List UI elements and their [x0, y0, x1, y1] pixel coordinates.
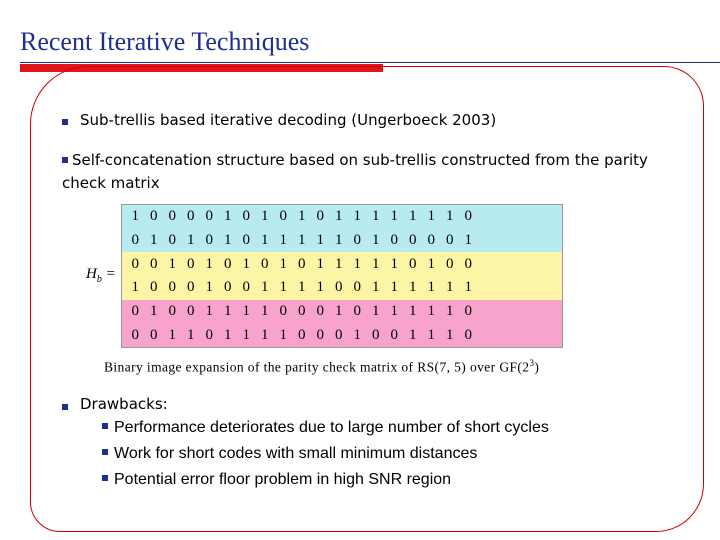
matrix-cell: 1 — [224, 303, 232, 320]
matrix-row — [122, 300, 562, 324]
matrix-cell: 0 — [205, 326, 213, 343]
matrix-cell: 1 — [335, 208, 343, 225]
matrix-cell: 0 — [187, 279, 195, 296]
matrix-cell: 0 — [464, 303, 472, 320]
matrix-cell: 0 — [224, 255, 232, 272]
matrix-cell: 1 — [150, 303, 158, 320]
matrix-cell: 1 — [427, 255, 435, 272]
matrix-cell: 1 — [353, 326, 361, 343]
matrix-equals: = — [105, 266, 116, 282]
matrix-cell: 1 — [224, 208, 232, 225]
matrix-cell: 0 — [298, 326, 306, 343]
matrix-cell: 1 — [409, 303, 417, 320]
matrix-cell: 1 — [464, 279, 472, 296]
matrix-cell: 0 — [168, 232, 176, 249]
matrix-cell: 0 — [298, 255, 306, 272]
matrix-cell: 1 — [390, 255, 398, 272]
matrix-cell: 1 — [446, 303, 454, 320]
matrix-cell: 1 — [242, 326, 250, 343]
matrix-cell: 1 — [390, 208, 398, 225]
matrix-caption — [104, 358, 539, 376]
matrix-cell: 1 — [390, 279, 398, 296]
matrix-cell: 0 — [335, 279, 343, 296]
matrix-cell: 1 — [316, 232, 324, 249]
matrix-cell: 1 — [168, 326, 176, 343]
matrix-cell: 1 — [298, 279, 306, 296]
matrix-cell: 0 — [150, 326, 158, 343]
matrix-cell: 0 — [353, 303, 361, 320]
matrix-cell: 1 — [242, 303, 250, 320]
matrix-cell: 1 — [446, 279, 454, 296]
matrix-cell: 1 — [261, 326, 269, 343]
matrix-cell: 0 — [224, 279, 232, 296]
matrix-cell: 1 — [131, 208, 139, 225]
matrix-cell: 0 — [353, 279, 361, 296]
title-rule-line — [20, 62, 720, 63]
matrix-cell: 1 — [427, 208, 435, 225]
matrix-cell: 0 — [316, 326, 324, 343]
parity-check-matrix — [121, 204, 563, 348]
matrix-cell: 0 — [150, 255, 158, 272]
matrix-cell: 0 — [168, 279, 176, 296]
matrix-cell: 0 — [261, 255, 269, 272]
matrix-cell: 1 — [446, 326, 454, 343]
matrix-cell: 0 — [168, 303, 176, 320]
list-item-text: Potential error floor problem in high SNR region — [114, 471, 452, 488]
matrix-cell: 0 — [446, 255, 454, 272]
matrix-cell: 1 — [242, 255, 250, 272]
matrix-cell: 0 — [298, 303, 306, 320]
matrix-cell: 1 — [279, 326, 287, 343]
matrix-cell: 1 — [205, 279, 213, 296]
matrix-cell: 1 — [372, 255, 380, 272]
matrix-cell: 0 — [427, 232, 435, 249]
matrix-cell: 1 — [353, 208, 361, 225]
matrix-cell: 1 — [224, 232, 232, 249]
matrix-cell: 1 — [409, 279, 417, 296]
square-bullet-icon — [102, 449, 108, 455]
matrix-cell: 0 — [316, 303, 324, 320]
bullet-self-concatenation — [62, 149, 662, 195]
matrix-cell: 1 — [409, 326, 417, 343]
matrix-cell: 0 — [131, 255, 139, 272]
matrix-cell: 1 — [279, 279, 287, 296]
matrix-row — [122, 252, 562, 276]
matrix-cell: 1 — [131, 279, 139, 296]
matrix-cell: 0 — [187, 208, 195, 225]
matrix-row — [122, 205, 562, 229]
list-item — [102, 418, 549, 444]
matrix-cell: 1 — [427, 326, 435, 343]
matrix-cell: 0 — [372, 326, 380, 343]
square-bullet-icon — [62, 157, 68, 163]
matrix-cell: 1 — [372, 279, 380, 296]
matrix-cell: 1 — [187, 232, 195, 249]
bullet-text: Drawbacks: — [80, 395, 168, 413]
matrix-cell: 1 — [372, 208, 380, 225]
matrix-subscript: b — [96, 274, 102, 285]
matrix-cell: 1 — [409, 208, 417, 225]
caption-text: Binary image expansion of the parity check matrix of RS(7, 5) over GF(2 — [104, 359, 530, 375]
matrix-symbol: H — [86, 266, 97, 282]
matrix-cell: 1 — [168, 255, 176, 272]
matrix-cell: 0 — [335, 326, 343, 343]
matrix-cell: 0 — [205, 232, 213, 249]
matrix-cell: 1 — [353, 255, 361, 272]
matrix-cell: 0 — [242, 208, 250, 225]
matrix-cell: 0 — [409, 232, 417, 249]
matrix-cell: 0 — [390, 326, 398, 343]
drawbacks-list — [102, 418, 549, 496]
list-item — [102, 470, 549, 496]
matrix-cell: 1 — [261, 232, 269, 249]
matrix-cell: 1 — [464, 232, 472, 249]
matrix-cell: 0 — [446, 232, 454, 249]
matrix-cell: 0 — [464, 255, 472, 272]
matrix-cell: 1 — [261, 279, 269, 296]
matrix-cell: 0 — [279, 303, 287, 320]
matrix-cell: 1 — [205, 303, 213, 320]
matrix-cell: 1 — [372, 232, 380, 249]
matrix-cell: 1 — [372, 303, 380, 320]
square-bullet-icon — [102, 423, 108, 429]
matrix-cell: 0 — [279, 208, 287, 225]
square-bullet-icon — [102, 475, 108, 481]
matrix-cell: 0 — [242, 279, 250, 296]
matrix-row — [122, 229, 562, 253]
matrix-cell: 0 — [150, 279, 158, 296]
matrix-cell: 1 — [224, 326, 232, 343]
matrix-cell: 1 — [316, 279, 324, 296]
square-bullet-icon — [62, 404, 68, 410]
matrix-cell: 1 — [279, 232, 287, 249]
matrix-cell: 1 — [316, 255, 324, 272]
matrix-cell: 1 — [205, 255, 213, 272]
matrix-cell: 1 — [335, 232, 343, 249]
matrix-row — [122, 323, 562, 347]
matrix-cell: 0 — [390, 232, 398, 249]
list-item-text: Work for short codes with small minimum distances — [114, 445, 478, 462]
matrix-cell: 0 — [131, 303, 139, 320]
matrix-cell: 0 — [316, 208, 324, 225]
matrix-cell: 0 — [464, 326, 472, 343]
matrix-cell: 0 — [464, 208, 472, 225]
matrix-label — [86, 266, 116, 285]
matrix-cell: 1 — [298, 232, 306, 249]
matrix-cell: 0 — [242, 232, 250, 249]
matrix-cell: 1 — [427, 303, 435, 320]
matrix-cell: 0 — [409, 255, 417, 272]
matrix-cell: 0 — [187, 303, 195, 320]
square-bullet-icon — [62, 119, 68, 125]
matrix-cell: 0 — [205, 208, 213, 225]
matrix-cell: 1 — [279, 255, 287, 272]
matrix-cell: 1 — [335, 255, 343, 272]
list-item-text: Performance deteriorates due to large number of short cycles — [114, 419, 549, 436]
matrix-cell: 1 — [298, 208, 306, 225]
matrix-cell: 1 — [261, 208, 269, 225]
matrix-cell: 1 — [150, 232, 158, 249]
matrix-row — [122, 276, 562, 300]
list-item — [102, 444, 549, 470]
bullet-text: Self-concatenation structure based on sub-trellis constructed from the parity check matrix — [62, 151, 648, 192]
matrix-cell: 1 — [261, 303, 269, 320]
matrix-cell: 0 — [131, 232, 139, 249]
matrix-cell: 1 — [187, 326, 195, 343]
matrix-cell: 0 — [187, 255, 195, 272]
matrix-cell: 0 — [150, 208, 158, 225]
slide-title: Recent Iterative Techniques — [20, 27, 310, 56]
matrix-cell: 1 — [390, 303, 398, 320]
matrix-cell: 0 — [131, 326, 139, 343]
bullet-text: Sub-trellis based iterative decoding (Ungerboeck 2003) — [80, 111, 497, 129]
caption-superscript: 3 — [529, 358, 535, 368]
matrix-cell: 1 — [446, 208, 454, 225]
matrix-cell: 0 — [168, 208, 176, 225]
caption-close: ) — [534, 359, 540, 375]
matrix-cell: 1 — [335, 303, 343, 320]
matrix-cell: 1 — [427, 279, 435, 296]
matrix-cell: 0 — [353, 232, 361, 249]
